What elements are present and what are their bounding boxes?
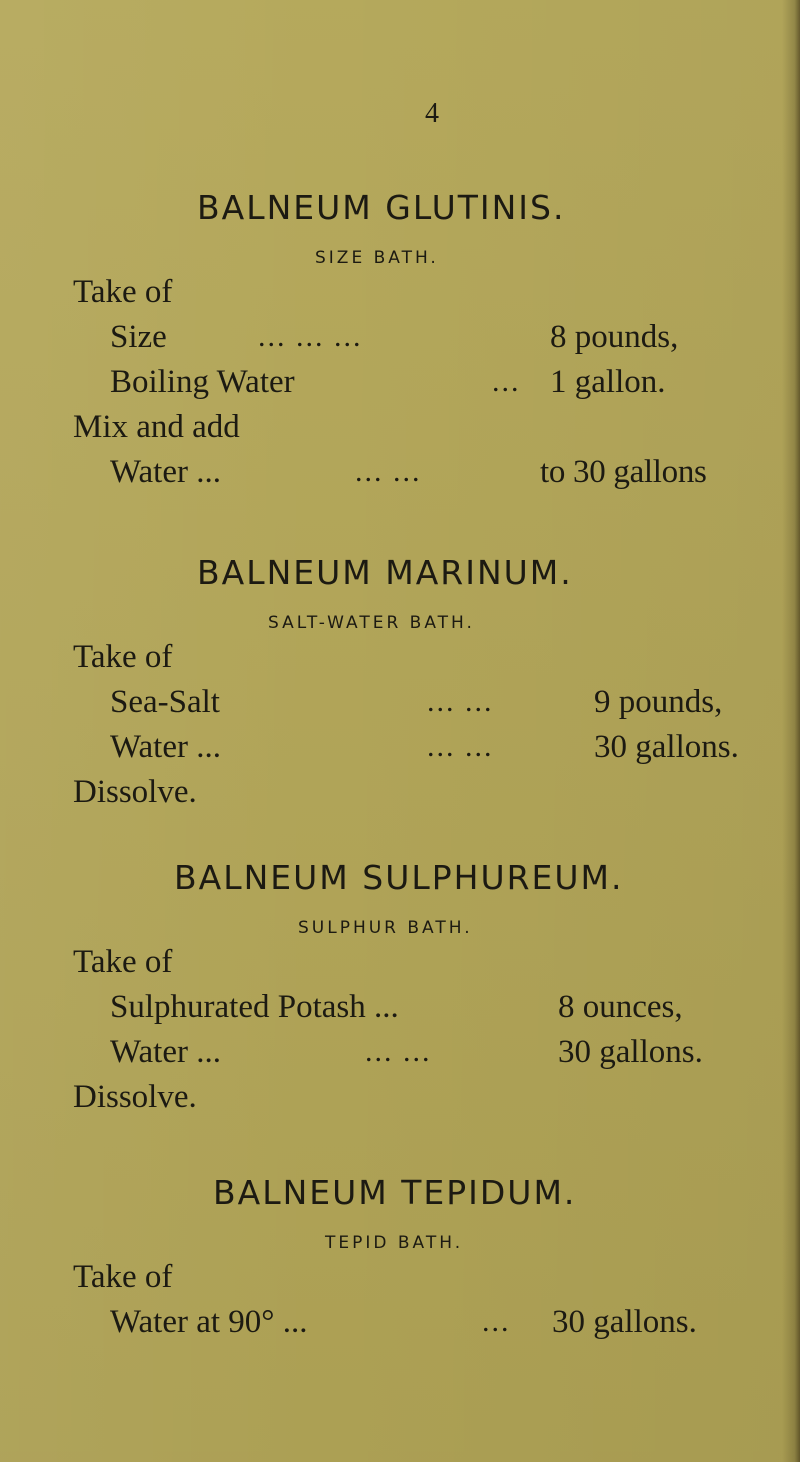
ingredient-name: Size — [110, 319, 167, 355]
ingredient-name: Water ... — [110, 1034, 221, 1070]
instruction-text: Dissolve. — [73, 1079, 197, 1115]
ingredient-quantity: 9 pounds, — [594, 684, 723, 720]
section-subheading: TEPID BATH. — [325, 1233, 464, 1253]
section-subheading: SULPHUR BATH. — [298, 918, 473, 938]
leader-dots: ... ... — [427, 730, 494, 763]
ingredient-name: Water at 90° ... — [110, 1304, 308, 1340]
ingredient-quantity: 8 pounds, — [550, 319, 679, 355]
page-edge-shadow — [782, 0, 800, 1462]
instruction-text: Mix and add — [73, 409, 240, 445]
section-heading: BALNEUM TEPIDUM. — [213, 1173, 577, 1212]
ingredient-quantity: 1 gallon. — [550, 364, 666, 400]
ingredient-quantity: to 30 gallons — [540, 454, 707, 490]
section-heading: BALNEUM MARINUM. — [197, 553, 573, 592]
ingredient-quantity: 8 ounces, — [558, 989, 683, 1025]
leader-dots: ... — [482, 1305, 511, 1338]
ingredient-name: Sulphurated Potash ... — [110, 989, 399, 1025]
ingredient-quantity: 30 gallons. — [594, 729, 739, 765]
section-heading: BALNEUM GLUTINIS. — [197, 188, 566, 227]
page-number: 4 — [425, 98, 439, 129]
section-subheading: SIZE BATH. — [315, 248, 439, 268]
leader-dots: ... ... — [365, 1035, 432, 1068]
ingredient-name: Sea-Salt — [110, 684, 220, 720]
ingredient-quantity: 30 gallons. — [558, 1034, 703, 1070]
instruction-text: Dissolve. — [73, 774, 197, 810]
take-of-label: Take of — [73, 274, 173, 310]
leader-dots: ... ... — [355, 455, 422, 488]
take-of-label: Take of — [73, 1259, 173, 1295]
leader-dots: ... — [492, 365, 521, 398]
ingredient-name: Boiling Water — [110, 364, 295, 400]
section-heading: BALNEUM SULPHUREUM. — [174, 858, 624, 897]
ingredient-name: Water ... — [110, 729, 221, 765]
take-of-label: Take of — [73, 639, 173, 675]
ingredient-quantity: 30 gallons. — [552, 1304, 697, 1340]
take-of-label: Take of — [73, 944, 173, 980]
leader-dots: ... ... — [427, 685, 494, 718]
ingredient-name: Water ... — [110, 454, 221, 490]
section-subheading: SALT-WATER BATH. — [268, 613, 475, 633]
leader-dots: ... ... ... — [258, 320, 363, 353]
